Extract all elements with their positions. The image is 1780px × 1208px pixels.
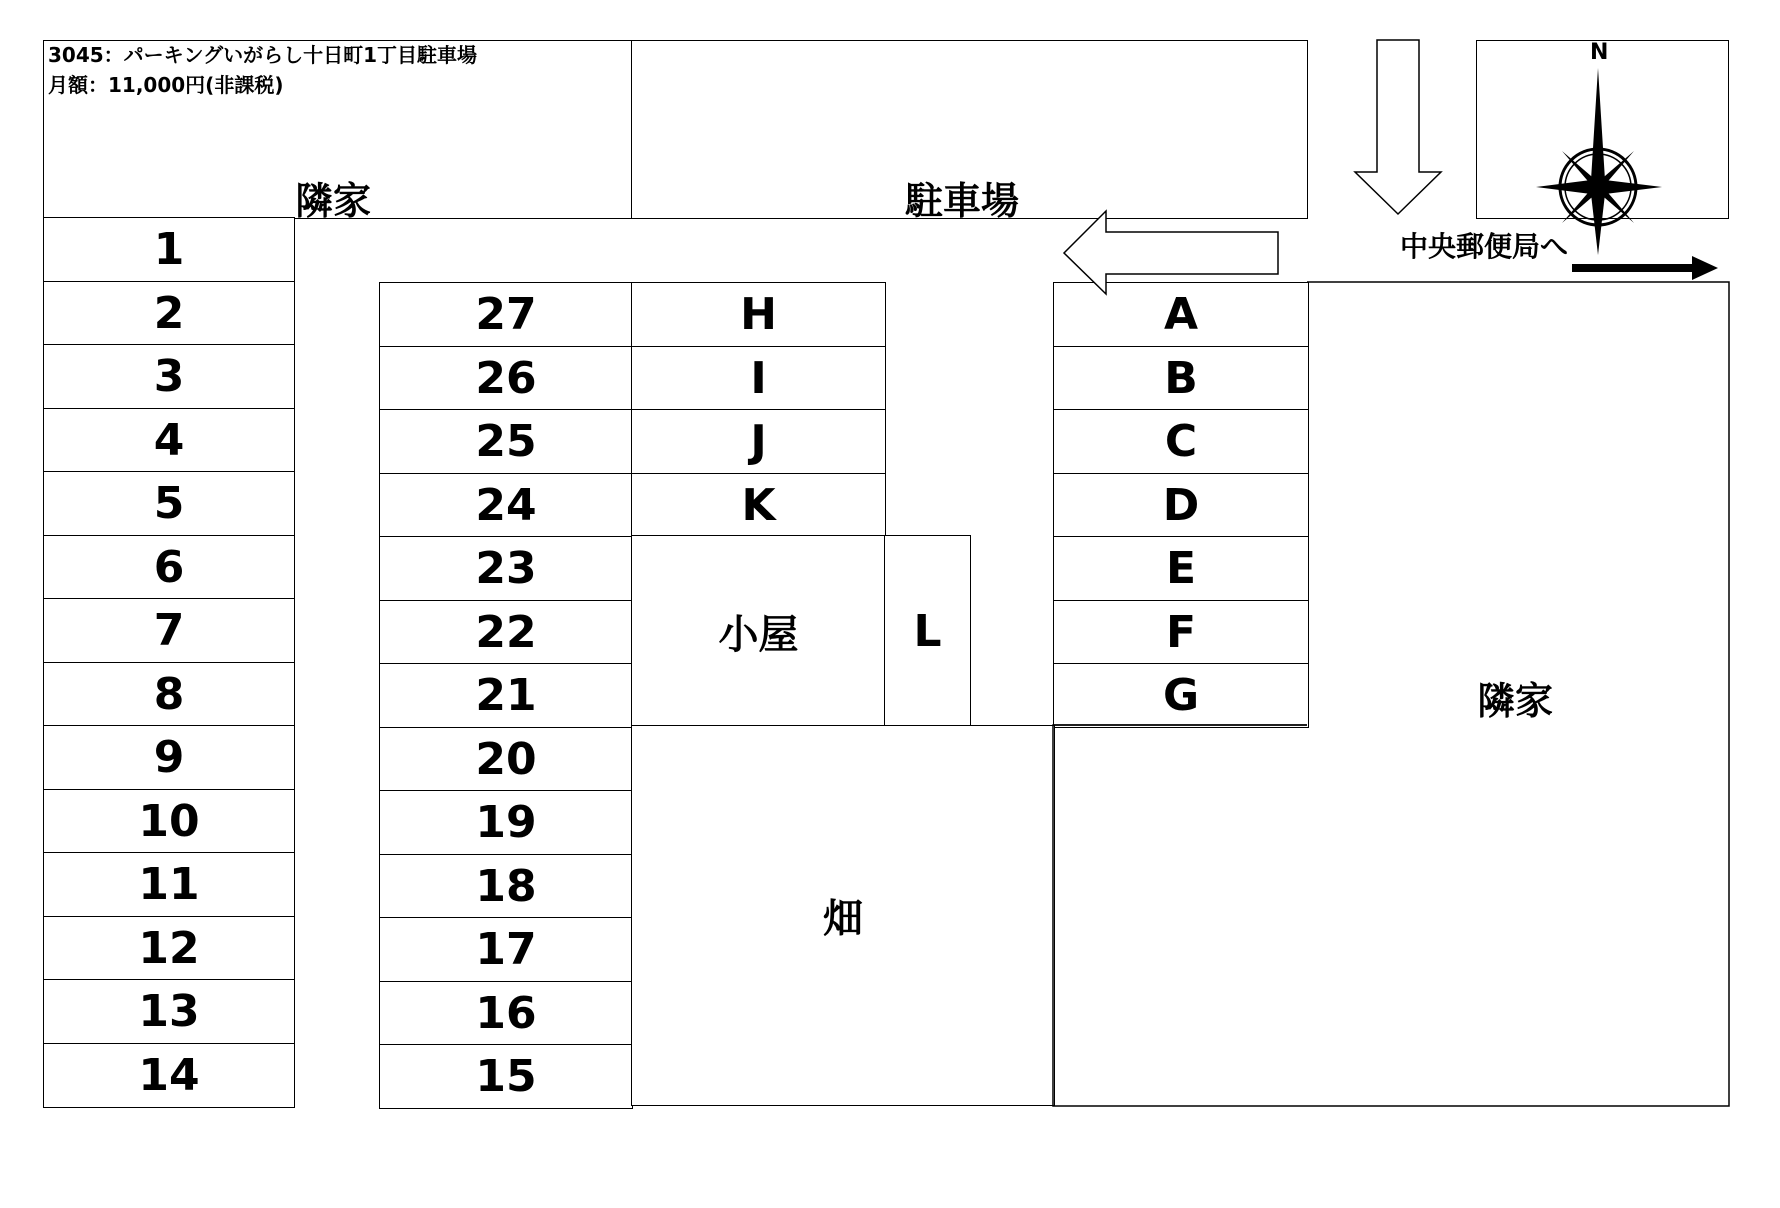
parking-space-label: 13 xyxy=(138,986,200,1037)
parking-space-label: I xyxy=(750,352,767,404)
parking-space-label: 19 xyxy=(475,797,537,848)
parking-space-label: E xyxy=(1165,543,1197,594)
parking-space-label: 6 xyxy=(153,541,185,593)
compass-icon xyxy=(1536,68,1662,255)
parking-space-l-label: L xyxy=(913,605,942,657)
parking-space-label: G xyxy=(1162,670,1200,721)
parking-space-label: F xyxy=(1165,606,1197,658)
post-office-label: 中央郵便局へ xyxy=(1400,230,1569,263)
parking-space-label: 10 xyxy=(138,795,200,847)
lot-title: 3045：パーキングいがらし十日町1丁目駐車場 xyxy=(48,43,477,67)
parking-space-label: 24 xyxy=(475,479,537,531)
north-label: N xyxy=(1590,40,1609,65)
field-label: 畑 xyxy=(823,896,863,942)
parking-space-label: 2 xyxy=(153,287,185,339)
parking-space-label: 7 xyxy=(153,605,185,656)
adjacent-parking-label: 駐車場 xyxy=(905,179,1020,223)
parking-space-label: 25 xyxy=(475,416,537,467)
parking-space-label: A xyxy=(1163,289,1199,340)
parking-space-label: 23 xyxy=(475,543,537,594)
parking-space-label: 9 xyxy=(153,732,185,783)
parking-space-label: 18 xyxy=(475,860,537,912)
parking-space-label: 12 xyxy=(138,922,200,974)
parking-space-label: 16 xyxy=(475,987,537,1039)
parking-space-label: K xyxy=(741,479,776,531)
neighbor-house-right: 隣家 xyxy=(1477,679,1554,723)
entrance-arrow-icon xyxy=(1355,40,1441,214)
parking-space-label: 22 xyxy=(475,606,537,658)
parking-space-label: D xyxy=(1162,479,1200,531)
shed-label: 小屋 xyxy=(718,611,799,658)
parking-space-label: B xyxy=(1164,352,1198,404)
parking-space-label: 8 xyxy=(153,668,185,720)
parking-space-label: 11 xyxy=(138,859,200,910)
parking-space-label: 1 xyxy=(153,224,185,275)
parking-space-label: 21 xyxy=(475,670,537,721)
parking-space-label: C xyxy=(1164,416,1198,467)
neighbor-house-top: 隣家 xyxy=(295,179,372,223)
monthly-fee: 月額：11,000円(非課税) xyxy=(48,73,284,97)
parking-space-label: 15 xyxy=(475,1051,537,1102)
post-office-arrow-icon xyxy=(1692,256,1718,280)
parking-space-label: 5 xyxy=(153,478,185,529)
neighbor-right-outline xyxy=(1053,282,1729,1106)
parking-space-label: 17 xyxy=(475,924,537,975)
parking-space-label: H xyxy=(740,289,777,340)
parking-space-label: 3 xyxy=(153,351,185,402)
left-arrow-icon xyxy=(1064,211,1278,294)
parking-space-label: 4 xyxy=(153,414,185,466)
parking-space-label: 26 xyxy=(475,352,537,404)
parking-space-label: 20 xyxy=(475,733,537,785)
parking-space-label: J xyxy=(750,416,767,467)
parking-space-label: 27 xyxy=(475,289,537,340)
parking-space-label: 14 xyxy=(138,1049,200,1101)
